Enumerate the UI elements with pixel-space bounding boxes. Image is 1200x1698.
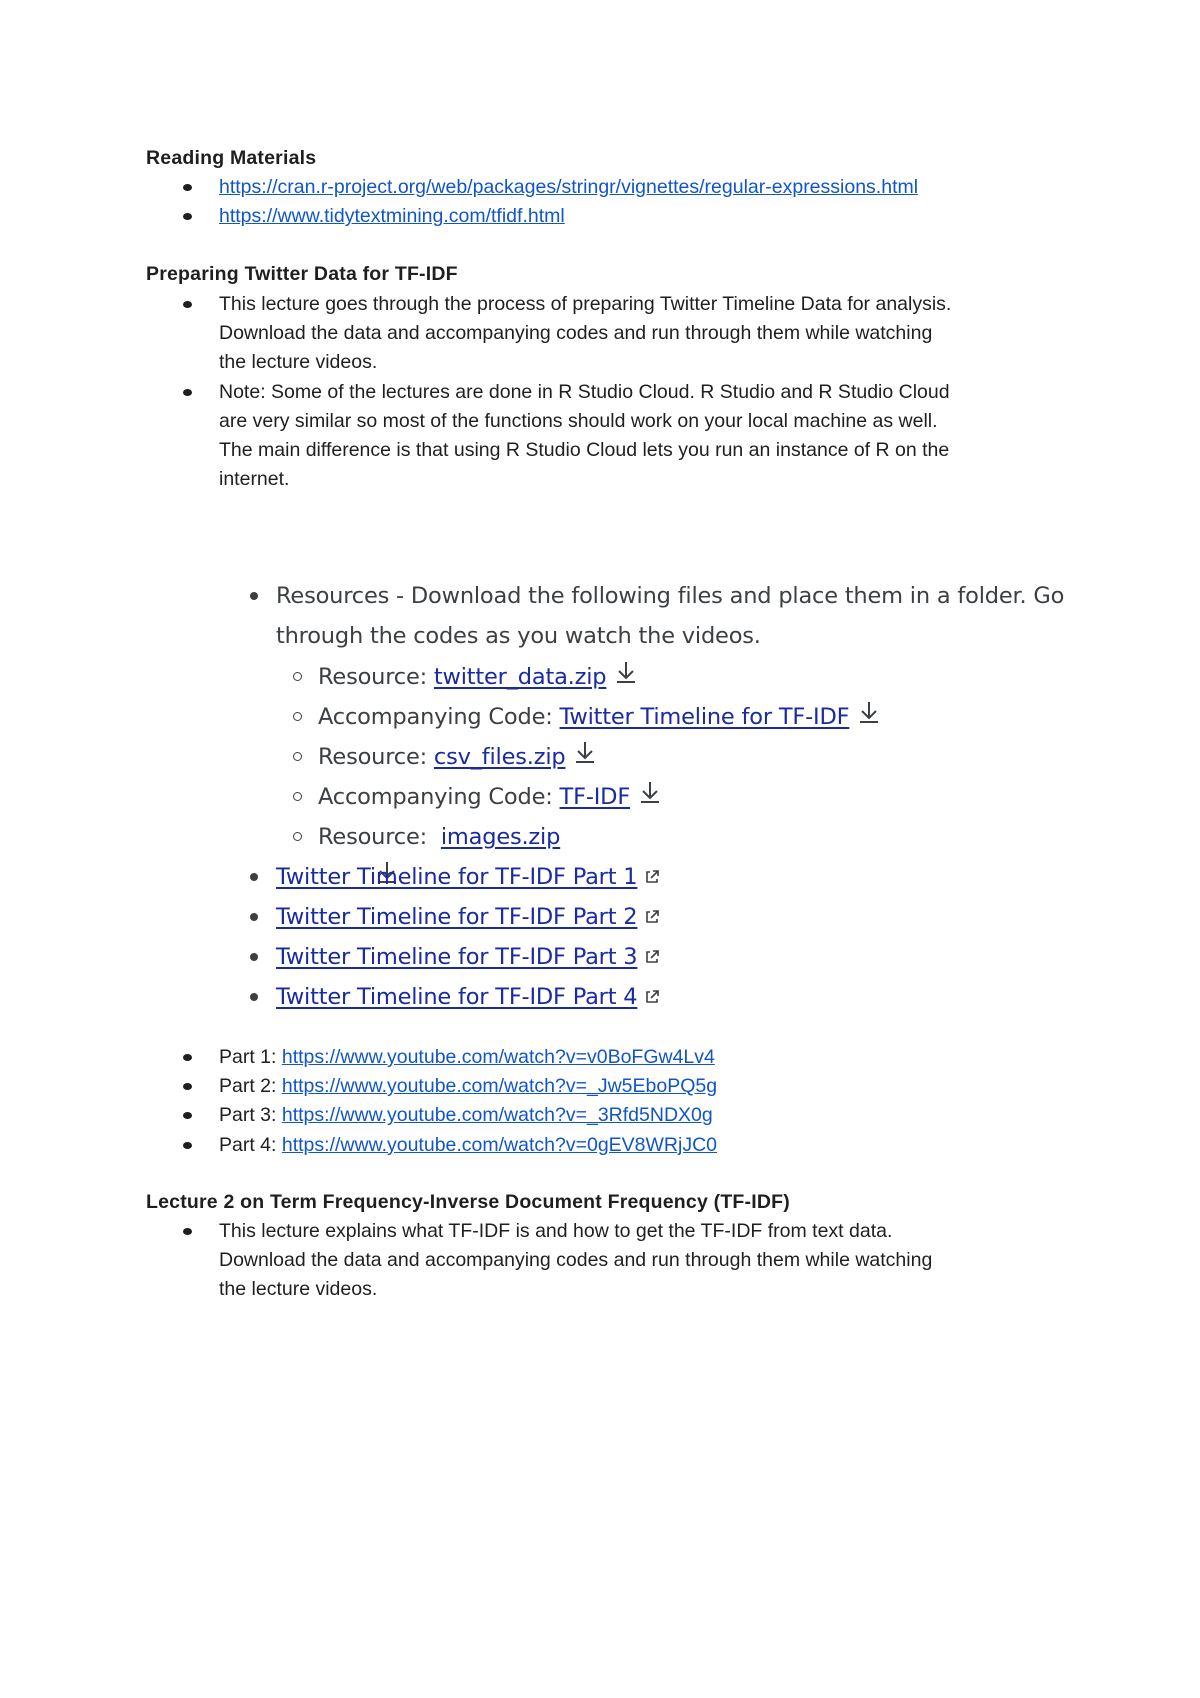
list-item [146,173,1066,202]
download-icon[interactable] [572,738,598,778]
list-item [146,290,1066,378]
download-icon[interactable] [637,778,663,818]
download-icon[interactable] [613,658,639,698]
twitter-timeline-part-2-link[interactable]: Twitter Timeline for TF-IDF Part 2 [276,904,638,930]
bullet-icon [250,592,258,600]
twitter-timeline-part-4-link[interactable]: Twitter Timeline for TF-IDF Part 4 [276,984,638,1010]
list-item [146,1217,1066,1305]
reading-link-tidytext[interactable]: https://www.tidytextmining.com/tfidf.html [219,205,565,228]
list-item: Part 1: https://www.youtube.com/watch?v=v0BoFGw4Lv4 [146,1043,1066,1072]
bullet-icon [183,1054,192,1061]
text-line: This lecture explains what TF-IDF is and how to get the TF-IDF from text data. [219,1220,893,1242]
youtube-link-part-3[interactable]: https://www.youtube.com/watch?v=_3Rfd5NDX0g [281,1104,713,1127]
bullet-icon [183,1112,192,1119]
resource-link-twitter-data[interactable]: twitter_data.zip [433,664,607,690]
text-line: the lecture videos. [219,351,378,374]
youtube-link-part-4[interactable]: https://www.youtube.com/watch?v=0gEV8WRjJC0 [281,1133,718,1156]
download-icon[interactable] [856,698,882,738]
resource-link-images[interactable]: images.zip [440,824,561,850]
bullet-icon [250,953,258,961]
text-line: The main difference is that using R Studio Cloud lets you run an instance of R on the [219,439,950,462]
text-line: internet. [219,468,290,491]
bullet-icon [250,993,258,1001]
bullet-icon [250,873,258,881]
twitter-timeline-part-3-link[interactable]: Twitter Timeline for TF-IDF Part 3 [276,944,638,970]
youtube-link-part-1[interactable]: https://www.youtube.com/watch?v=v0BoFGw4Lv4 [281,1046,715,1068]
list-item: Part 2: https://www.youtube.com/watch?v=_Jw5EboPQ5g [146,1072,1066,1101]
external-link-icon[interactable] [644,938,660,978]
external-link-icon[interactable] [644,858,660,898]
section-heading-lecture2: Lecture 2 on Term Frequency-Inverse Document Frequency (TF-IDF) [146,1191,790,1213]
section-heading-preparing: Preparing Twitter Data for TF-IDF [146,263,458,285]
document-page: Reading Materials https://cran.r-project.org/web/packages/stringr/vignettes/regular-expressions.html https://www.tidytextmining.com/tfidf.html Preparing Twitter Data for TF-IDF This lecture goes through the process of preparing Twitter Timeline Data for analysis. Download the data and accompanying codes and run through them while watching the lecture videos. Note: Some of the lectures are done in R Studio Cloud. R Studio and R Studio Cloud are very similar so most of the functions should work on your local machine as well. The main difference is that using R Studio Cloud lets you run an instance of R on the internet. Resources - Download the following files and place them in a folder. Go through the codes as you watch the videos. Resource: twitter_data.zip Accompanying Code: Twitter Timeline for TF-IDF Resource: csv_files.zip Accompanying Code: TF-IDF Resource: images.zip Twitter Timeline for TF-IDF Part 1 Twitter Timeline for TF-IDF Part 2 Twitter Timeline for TF-IDF Part 3 Twitter Timeline for TF-IDF Part 4 Part 1: https://www.youtube.com/watch?v=v0BoFGw4Lv4 Part 2: https://www.youtube.com/watch?v=_Jw5EboPQ5g Part 3: https://www.youtube.com/watch?v=_3Rfd5NDX0g Part 4: https://www.youtube.com/watch?v=0gEV8WRjJC0 Lecture 2 on Term Frequency-Inverse Document Frequency (TF-IDF) This lecture explains what TF-IDF is and how to get the TF-IDF from text data. Download the data and accompanying codes and run through them while watching the lecture videos. [0,0,1200,1698]
list-item: Part 4: https://www.youtube.com/watch?v=0gEV8WRjJC0 [146,1131,1066,1160]
video-links-list [146,1043,1066,1160]
text-line: are very similar so most of the functions should work on your local machine as well. [219,409,938,432]
external-link-icon[interactable] [644,978,660,1018]
resource-link-csv-files[interactable]: csv_files.zip [433,744,566,770]
bullet-icon [183,213,192,220]
circle-bullet-icon [293,672,302,681]
section-heading-reading: Reading Materials [146,147,317,169]
resource-link-tfidf-code[interactable]: TF-IDF [559,784,631,810]
bullet-icon [183,1083,192,1090]
list-item [146,378,1066,495]
bullet-icon [183,301,192,308]
circle-bullet-icon [293,712,302,721]
preparing-list [146,290,1066,494]
text-line: Download the data and accompanying codes and run through them while watching [219,1249,933,1272]
list-item [146,202,1066,231]
bullet-icon [183,389,192,396]
text-line: the lecture videos. [219,1278,378,1301]
bullet-icon [183,1142,192,1149]
youtube-link-part-2[interactable]: https://www.youtube.com/watch?v=_Jw5EboPQ5g [281,1075,718,1098]
circle-bullet-icon [293,752,302,761]
text-line: This lecture goes through the process of preparing Twitter Timeline Data for analysis. [219,293,952,315]
circle-bullet-icon [293,832,302,841]
circle-bullet-icon [293,792,302,801]
external-link-icon[interactable] [644,898,660,938]
bullet-icon [183,184,192,191]
text-line: Download the data and accompanying codes and run through them while watching [219,322,933,345]
reading-list [146,173,1066,231]
lecture2-list [146,1217,1066,1305]
text-line: Note: Some of the lectures are done in R Studio Cloud. R Studio and R Studio Cloud [219,380,950,403]
twitter-timeline-part-1-link[interactable]: Twitter Timeline for TF-IDF Part 1 [276,864,638,890]
list-item: Part 3: https://www.youtube.com/watch?v=_3Rfd5NDX0g [146,1101,1066,1130]
bullet-icon [250,913,258,921]
bullet-icon [183,1228,192,1235]
reading-link-stringr[interactable]: https://cran.r-project.org/web/packages/stringr/vignettes/regular-expressions.html [219,176,919,198]
resource-link-twitter-timeline-code[interactable]: Twitter Timeline for TF-IDF [559,704,850,730]
